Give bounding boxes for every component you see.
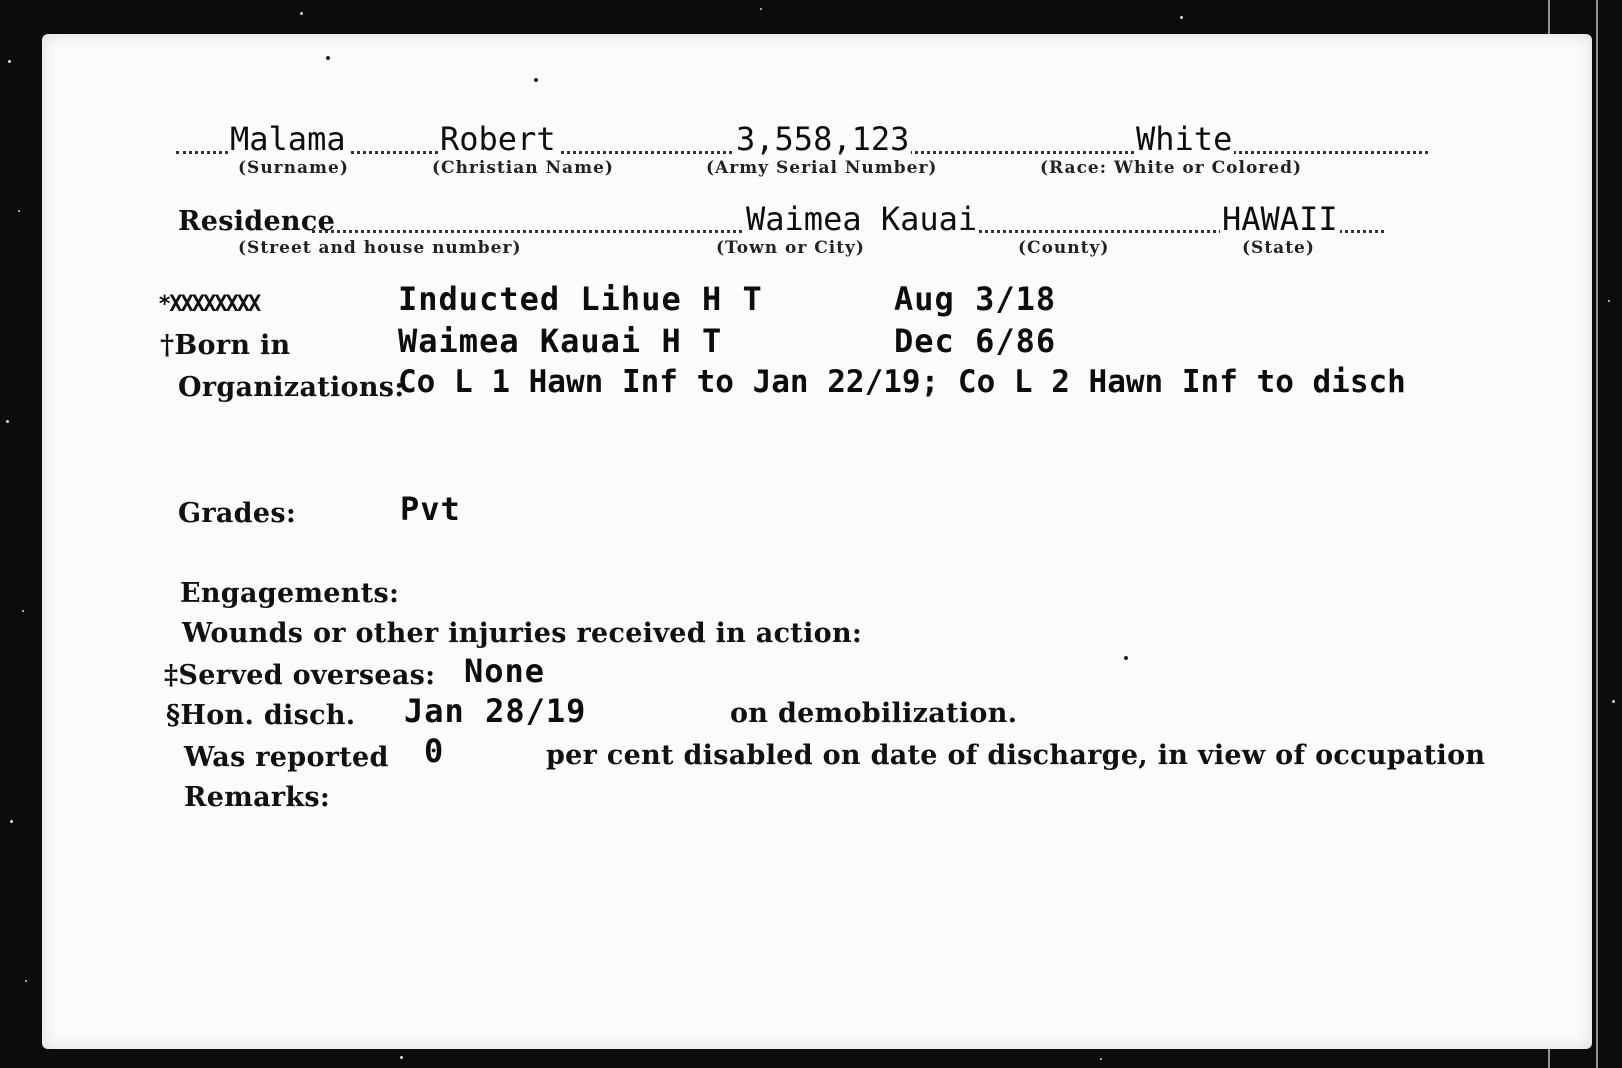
was-reported-label: Was reported [184, 742, 389, 773]
struck-out-label [158, 292, 259, 317]
town-value: Waimea Kauai [746, 200, 978, 238]
specks [326, 56, 330, 60]
hon-disch-label: §Hon. disch. [166, 700, 356, 731]
birth-place: Waimea Kauai H T [398, 322, 723, 360]
hon-disch-suffix: on demobilization. [730, 698, 1018, 729]
christian-name-value: Robert [440, 120, 556, 158]
disability-percent: 0 [424, 732, 445, 770]
engagements-label: Engagements: [180, 578, 400, 609]
surname-value: Malama [230, 120, 346, 158]
state-value: HAWAII [1222, 200, 1338, 238]
specks [534, 78, 538, 82]
street-label: (Street and house number) [238, 238, 522, 258]
induction-place: Inducted Lihue H T [398, 280, 763, 318]
grades-value: Pvt [400, 490, 461, 528]
struck-label-prefix: * [158, 292, 170, 317]
hon-disch-date: Jan 28/19 [404, 692, 587, 730]
race-label: (Race: White or Colored) [1040, 158, 1303, 178]
christian-name-label: (Christian Name) [432, 158, 614, 178]
town-label: (Town or City) [716, 238, 865, 258]
grades-label: Grades: [178, 498, 297, 529]
born-label: †Born in [160, 330, 291, 361]
specks [1124, 656, 1128, 660]
organizations-label: Organizations: [178, 372, 405, 403]
remarks-label: Remarks: [184, 782, 331, 813]
race-value: White [1136, 120, 1233, 158]
wounds-label: Wounds or other injuries received in action: [182, 618, 863, 649]
record-card [42, 34, 1592, 1049]
surname-label: (Surname) [238, 158, 349, 178]
struck-label-text: XXXXXXXX [169, 292, 260, 317]
residence-label: Residence [178, 206, 336, 237]
birth-date: Dec 6/86 [894, 322, 1057, 360]
disability-suffix: per cent disabled on date of discharge, in view of occupation [546, 740, 1486, 771]
served-overseas-value: None [464, 652, 546, 690]
serial-number-label: (Army Serial Number) [706, 158, 938, 178]
served-overseas-label: ‡Served overseas: [164, 660, 436, 691]
county-label: (County) [1018, 238, 1110, 258]
induction-date: Aug 3/18 [894, 280, 1057, 318]
serial-number-value: 3,558,123 [736, 120, 910, 158]
state-label: (State) [1242, 238, 1315, 258]
organizations-value: Co L 1 Hawn Inf to Jan 22/19; Co L 2 Hawn Inf to disch [398, 364, 1406, 400]
